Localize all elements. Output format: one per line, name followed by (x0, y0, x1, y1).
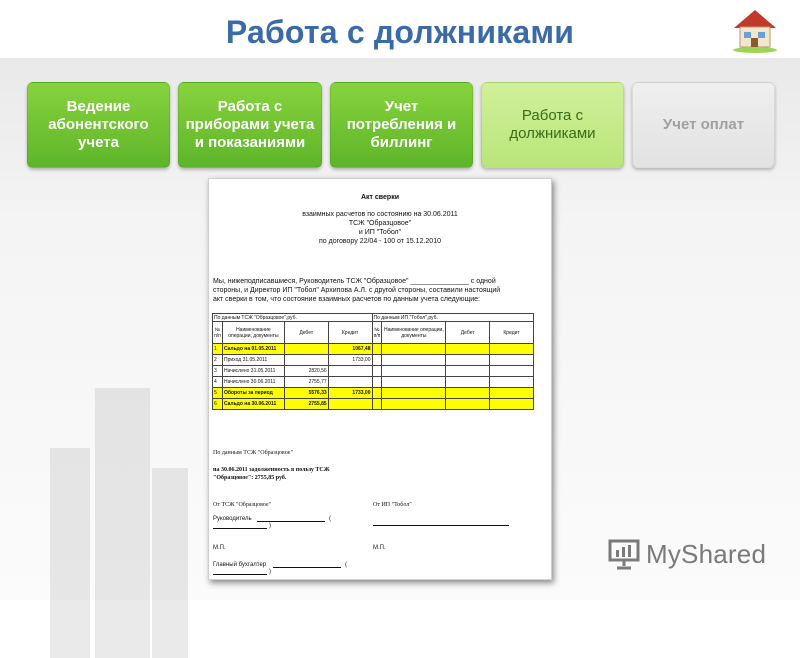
table-header-row: № п/п Наименование операции, документы Дебет Кредит № п/п Наименование операции, документы Дебет Кредит (213, 322, 534, 344)
signature-paren: ( (345, 562, 347, 568)
tab-label: Ведение абонентского учета (48, 98, 149, 151)
tab-label: Работа с должниками (509, 107, 596, 142)
doc-intro: акт сверки в том, что состояние взаимных расчетов по данным учета следующие: (213, 296, 480, 303)
accountant-sign-label: Главный бухгалтер (213, 562, 267, 568)
signature-line (273, 567, 341, 568)
signature-paren: ( (329, 516, 331, 522)
house-logo-icon (730, 4, 780, 54)
doc-subtitle: по договору 22/04 - 100 от 15.12.2010 (319, 238, 441, 245)
from-right-label: От ИП "Тобол" (373, 502, 412, 508)
doc-subtitle: взаимных расчетов по состоянию на 30.06.2011 (302, 211, 458, 218)
doc-intro: Мы, нижеподписавшиеся, Руководитель ТСЖ "Образцовое" _______________ с одной (213, 278, 496, 285)
signature-paren: ) (269, 569, 271, 575)
table-row: 1 Сальдо на 01.05.2011 1067,48 (213, 344, 534, 355)
after-table-text: По данным ТСЖ "Образцовое" (213, 450, 293, 456)
tab-label: Работа с приборами учета и показаниями (185, 98, 315, 151)
tab-debtors[interactable] (481, 82, 624, 168)
page-title: Работа с должниками (225, 14, 575, 50)
signature-line (257, 521, 325, 522)
table-row: 3 Начислено 31.05.2011 2820,56 (213, 366, 534, 377)
tab-payments[interactable] (632, 82, 775, 168)
stamp-label: М.П. (213, 545, 226, 551)
tab-meters[interactable] (178, 82, 322, 168)
watermark-text: MyShared (646, 538, 767, 569)
background-building-image (40, 388, 190, 658)
head-sign-label: Руководитель (213, 516, 252, 522)
reconciliation-document (208, 178, 552, 580)
doc-intro: стороны, и Директор ИП "Тобол" Архипова А.Л. с другой стороны, составили настоящий (213, 287, 501, 294)
table-row: 6 Сальдо на 30.06.2011 2755,85 (213, 399, 534, 410)
table-row: 4 Начислено 30.06.2011 2755,77 (213, 377, 534, 388)
from-left-label: От ТСЖ "Образцовое" (213, 502, 272, 508)
table-row: 2 Приход 31.05.2011 1733,00 (213, 355, 534, 366)
signature-line (213, 574, 267, 575)
table-row: 5 Обороты за период 5576,33 1733,00 (213, 388, 534, 399)
debt-text: "Образцовое": 2755,85 руб. (213, 475, 287, 481)
watermark (608, 536, 766, 572)
tab-label: Учет потребления и биллинг (346, 98, 457, 151)
tab-label: Учет оплат (662, 116, 745, 133)
doc-title: Акт сверки (360, 194, 399, 201)
doc-subtitle: и ИП "Тобол" (358, 229, 402, 236)
tab-billing[interactable] (330, 82, 473, 168)
doc-subtitle: ТСЖ "Образцовое" (348, 220, 412, 227)
signature-line (373, 525, 509, 526)
stamp-label: М.П. (373, 545, 386, 551)
signature-line (213, 528, 267, 529)
left-party-header: По данным ТСЖ "Образцовое",руб. (213, 314, 373, 322)
tab-subscriber-accounting[interactable] (27, 82, 170, 168)
right-party-header: По данным ИП "Тобол",руб. (372, 314, 534, 322)
presentation-board-icon (608, 538, 640, 570)
reconciliation-table (212, 313, 534, 410)
signature-paren: ) (269, 523, 271, 529)
debt-text: на 30.06.2011 задолженность в пользу ТСЖ (213, 467, 330, 473)
